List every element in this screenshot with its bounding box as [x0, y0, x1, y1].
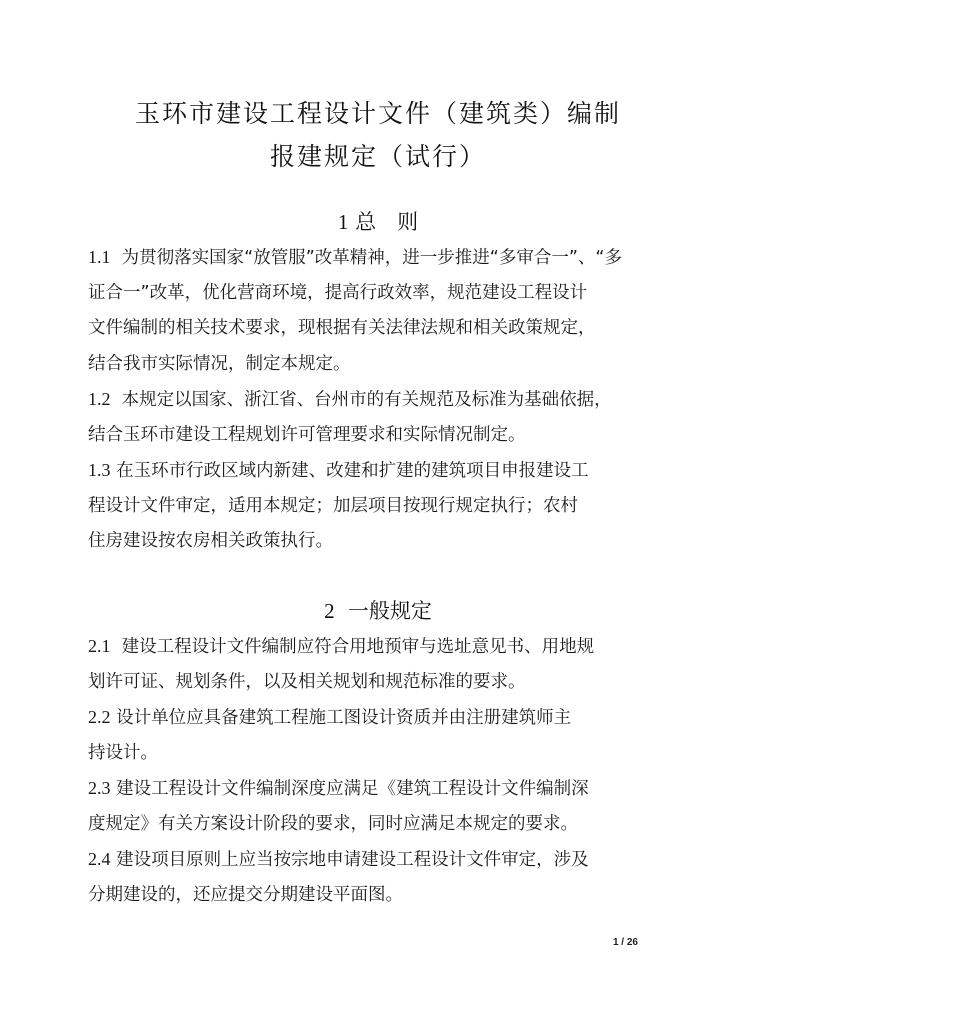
document-title-line-2: 报建规定（试行）	[269, 142, 486, 171]
paragraph-line: 为贯彻落实国家“放管服”改革精神，进一步推进“多审合一”、“多	[121, 248, 622, 268]
paragraph-line: 本规定以国家、浙江省、台州市的有关规范及标准为基础依据，	[121, 390, 612, 410]
paragraph-1-3	[88, 453, 648, 560]
paragraph-number: 1.1	[88, 247, 111, 267]
paragraph-number: 2.2	[88, 707, 111, 727]
paragraph-2-4	[88, 842, 648, 913]
paragraph-line: 划许可证、规划条件，以及相关规划和规范标准的要求。	[88, 671, 526, 692]
paragraph-2-1	[88, 629, 648, 700]
paragraph-line: 证合一”改革，优化营商环境，提高行政效率，规范建设工程设计	[88, 282, 588, 303]
section-number: 1	[337, 210, 349, 234]
paragraph-line: 设计单位应具备建筑工程施工图设计资质并由注册建筑师主	[116, 708, 572, 728]
document-title-line-1: 玉环市建设工程设计文件（建筑类）编制	[134, 99, 621, 128]
paragraph-1-2	[88, 382, 648, 453]
paragraph-line: 住房建设按农房相关政策执行。	[88, 531, 333, 551]
section-title: 一般规定	[347, 599, 432, 623]
paragraph-line: 分期建设的，还应提交分期建设平面图。	[88, 884, 403, 905]
paragraph-line: 建设工程设计文件编制应符合用地预审与选址意见书、用地规	[121, 637, 595, 657]
page-number: 1 / 26	[612, 937, 638, 948]
paragraph-1-1	[88, 240, 648, 382]
paragraph-number: 2.1	[88, 636, 111, 656]
section-title: 总 则	[355, 210, 419, 234]
section-heading-2	[88, 595, 668, 625]
paragraph-line: 建设项目原则上应当按宗地申请建设工程设计文件审定，涉及	[116, 850, 589, 870]
paragraph-number: 2.4	[88, 849, 111, 869]
section-number: 2	[324, 599, 335, 623]
paragraph-2-2	[88, 700, 648, 771]
paragraph-2-3	[88, 771, 648, 842]
section-heading-1	[88, 206, 668, 236]
paragraph-line: 建设工程设计文件编制深度应满足《建筑工程设计文件编制深	[116, 779, 589, 799]
paragraph-line: 度规定》有关方案设计阶段的要求，同时应满足本规定的要求。	[88, 813, 578, 834]
paragraph-number: 2.3	[88, 778, 111, 798]
paragraph-number: 1.2	[88, 389, 111, 409]
paragraph-line: 文件编制的相关技术要求，现根据有关法律法规和相关政策规定，	[88, 318, 596, 338]
paragraph-line: 程设计文件审定，适用本规定；加层项目按现行规定执行；农村	[88, 495, 578, 516]
paragraph-number: 1.3	[88, 460, 111, 480]
paragraph-line: 持设计。	[88, 742, 158, 763]
paragraph-line: 结合我市实际情况，制定本规定。	[88, 353, 351, 374]
paragraph-line: 结合玉环市建设工程规划许可管理要求和实际情况制定。	[88, 424, 526, 445]
paragraph-line: 在玉环市行政区域内新建、改建和扩建的建筑项目申报建设工	[116, 461, 589, 481]
